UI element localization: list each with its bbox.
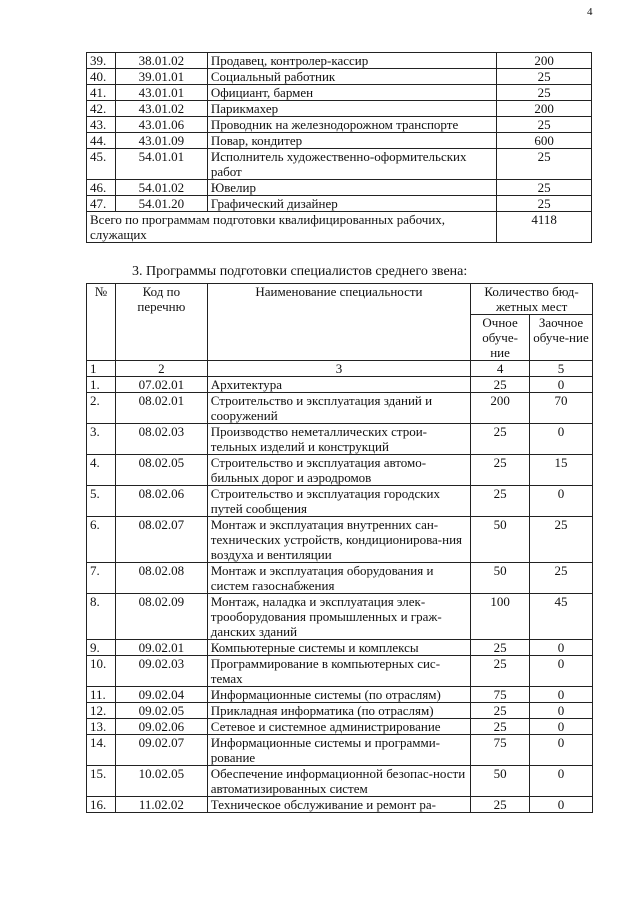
code-cell: 39.01.01 xyxy=(115,69,207,85)
parttime-cell: 70 xyxy=(530,393,593,424)
row-number: 12. xyxy=(87,703,116,719)
row-number: 42. xyxy=(87,101,116,117)
name-cell: Техническое обслуживание и ремонт ра- xyxy=(207,797,470,813)
code-cell: 09.02.06 xyxy=(115,719,207,735)
code-cell: 54.01.02 xyxy=(115,180,207,196)
code-cell: 08.02.08 xyxy=(115,563,207,594)
row-number: 41. xyxy=(87,85,116,101)
row-number: 14. xyxy=(87,735,116,766)
table-row xyxy=(87,69,592,85)
header-num: № xyxy=(87,284,116,361)
row-number: 44. xyxy=(87,133,116,149)
count-cell: 25 xyxy=(497,117,592,133)
table-row xyxy=(87,640,593,656)
row-number: 39. xyxy=(87,53,116,69)
table-row xyxy=(87,393,593,424)
name-cell: Ювелир xyxy=(207,180,496,196)
name-cell: Проводник на железнодорожном транспорте xyxy=(207,117,496,133)
fulltime-cell: 50 xyxy=(471,563,530,594)
table-row xyxy=(87,797,593,813)
table-row xyxy=(87,377,593,393)
code-cell: 08.02.05 xyxy=(115,455,207,486)
fulltime-cell: 200 xyxy=(471,393,530,424)
parttime-cell: 0 xyxy=(530,424,593,455)
parttime-cell: 0 xyxy=(530,766,593,797)
count-cell: 25 xyxy=(497,180,592,196)
code-cell: 43.01.06 xyxy=(115,117,207,133)
page-number: 4 xyxy=(587,6,593,18)
parttime-cell: 25 xyxy=(530,517,593,563)
fulltime-cell: 25 xyxy=(471,703,530,719)
name-cell: Продавец, контролер-кассир xyxy=(207,53,496,69)
row-number: 1. xyxy=(87,377,116,393)
fulltime-cell: 75 xyxy=(471,687,530,703)
row-number: 40. xyxy=(87,69,116,85)
col-number: 4 xyxy=(471,361,530,377)
code-cell: 09.02.03 xyxy=(115,656,207,687)
name-cell: Обеспечение информационной безопас-ности автоматизированных систем xyxy=(207,766,470,797)
mid-level-specialists-table xyxy=(86,283,593,813)
code-cell: 43.01.01 xyxy=(115,85,207,101)
name-cell: Строительство и эксплуатация городских путей сообщения xyxy=(207,486,470,517)
table-row xyxy=(87,563,593,594)
count-cell: 200 xyxy=(497,53,592,69)
code-cell: 54.01.01 xyxy=(115,149,207,180)
name-cell: Сетевое и системное администрирование xyxy=(207,719,470,735)
header-row xyxy=(87,284,593,315)
table-row xyxy=(87,117,592,133)
code-cell: 38.01.02 xyxy=(115,53,207,69)
code-cell: 09.02.01 xyxy=(115,640,207,656)
fulltime-cell: 25 xyxy=(471,719,530,735)
count-cell: 600 xyxy=(497,133,592,149)
section-title: 3. Программы подготовки специалистов среднего звена: xyxy=(132,264,468,279)
total-row xyxy=(87,212,592,243)
code-cell: 08.02.09 xyxy=(115,594,207,640)
fulltime-cell: 100 xyxy=(471,594,530,640)
name-cell: Производство неметаллических строи-тельных изделий и конструкций xyxy=(207,424,470,455)
header-fulltime: Очное обуче-ние xyxy=(471,315,530,361)
table-row xyxy=(87,735,593,766)
count-cell: 200 xyxy=(497,101,592,117)
name-cell: Программирование в компьютерных сис-темах xyxy=(207,656,470,687)
table-row xyxy=(87,101,592,117)
count-cell: 25 xyxy=(497,196,592,212)
name-cell: Монтаж, наладка и эксплуатация элек-трооборудования промышленных и граж-данских зданий xyxy=(207,594,470,640)
total-value: 4118 xyxy=(497,212,592,243)
header-places: Количество бюд-жетных мест xyxy=(471,284,593,315)
row-number: 16. xyxy=(87,797,116,813)
row-number: 5. xyxy=(87,486,116,517)
table-row xyxy=(87,656,593,687)
name-cell: Монтаж и эксплуатация оборудования и систем газоснабжения xyxy=(207,563,470,594)
name-cell: Строительство и эксплуатация зданий и сооружений xyxy=(207,393,470,424)
col-number: 5 xyxy=(530,361,593,377)
fulltime-cell: 25 xyxy=(471,424,530,455)
name-cell: Парикмахер xyxy=(207,101,496,117)
code-cell: 07.02.01 xyxy=(115,377,207,393)
name-cell: Строительство и эксплуатация автомо-бильных дорог и аэродромов xyxy=(207,455,470,486)
table-row xyxy=(87,133,592,149)
code-cell: 43.01.09 xyxy=(115,133,207,149)
parttime-cell: 25 xyxy=(530,563,593,594)
table-row xyxy=(87,766,593,797)
code-cell: 09.02.07 xyxy=(115,735,207,766)
name-cell: Компьютерные системы и комплексы xyxy=(207,640,470,656)
table-row xyxy=(87,486,593,517)
name-cell: Прикладная информатика (по отраслям) xyxy=(207,703,470,719)
fulltime-cell: 25 xyxy=(471,797,530,813)
table-row xyxy=(87,149,592,180)
fulltime-cell: 25 xyxy=(471,656,530,687)
code-cell: 11.02.02 xyxy=(115,797,207,813)
parttime-cell: 0 xyxy=(530,797,593,813)
parttime-cell: 0 xyxy=(530,377,593,393)
name-cell: Информационные системы (по отраслям) xyxy=(207,687,470,703)
row-number: 15. xyxy=(87,766,116,797)
code-cell: 43.01.02 xyxy=(115,101,207,117)
count-cell: 25 xyxy=(497,149,592,180)
row-number: 3. xyxy=(87,424,116,455)
row-number: 10. xyxy=(87,656,116,687)
count-cell: 25 xyxy=(497,69,592,85)
table-row xyxy=(87,53,592,69)
row-number: 13. xyxy=(87,719,116,735)
name-cell: Архитектура xyxy=(207,377,470,393)
code-cell: 08.02.03 xyxy=(115,424,207,455)
code-cell: 08.02.06 xyxy=(115,486,207,517)
code-cell: 10.02.05 xyxy=(115,766,207,797)
row-number: 8. xyxy=(87,594,116,640)
parttime-cell: 0 xyxy=(530,719,593,735)
table-row xyxy=(87,687,593,703)
table-row xyxy=(87,517,593,563)
row-number: 11. xyxy=(87,687,116,703)
column-number-row xyxy=(87,361,593,377)
col-number: 3 xyxy=(207,361,470,377)
name-cell: Информационные системы и программи-рование xyxy=(207,735,470,766)
row-number: 43. xyxy=(87,117,116,133)
code-cell: 08.02.01 xyxy=(115,393,207,424)
total-label: Всего по программам подготовки квалифицированных рабочих, служащих xyxy=(87,212,497,243)
parttime-cell: 0 xyxy=(530,640,593,656)
header-parttime: Заочное обуче-ние xyxy=(530,315,593,361)
fulltime-cell: 25 xyxy=(471,455,530,486)
table-row xyxy=(87,85,592,101)
fulltime-cell: 25 xyxy=(471,486,530,517)
name-cell: Повар, кондитер xyxy=(207,133,496,149)
code-cell: 08.02.07 xyxy=(115,517,207,563)
count-cell: 25 xyxy=(497,85,592,101)
table-row xyxy=(87,703,593,719)
name-cell: Монтаж и эксплуатация внутренних сан-технических устройств, кондиционирова-ния воздуха и вентиляции xyxy=(207,517,470,563)
table-row xyxy=(87,719,593,735)
table-row xyxy=(87,196,592,212)
parttime-cell: 0 xyxy=(530,687,593,703)
name-cell: Графический дизайнер xyxy=(207,196,496,212)
col-number: 1 xyxy=(87,361,116,377)
parttime-cell: 15 xyxy=(530,455,593,486)
name-cell: Социальный работник xyxy=(207,69,496,85)
header-code: Код по перечню xyxy=(115,284,207,361)
table-row xyxy=(87,455,593,486)
row-number: 2. xyxy=(87,393,116,424)
parttime-cell: 0 xyxy=(530,703,593,719)
table-row xyxy=(87,594,593,640)
row-number: 46. xyxy=(87,180,116,196)
parttime-cell: 0 xyxy=(530,486,593,517)
qualified-workers-table xyxy=(86,52,592,243)
parttime-cell: 45 xyxy=(530,594,593,640)
row-number: 9. xyxy=(87,640,116,656)
code-cell: 09.02.04 xyxy=(115,687,207,703)
row-number: 4. xyxy=(87,455,116,486)
fulltime-cell: 25 xyxy=(471,377,530,393)
col-number: 2 xyxy=(115,361,207,377)
row-number: 47. xyxy=(87,196,116,212)
table-row xyxy=(87,180,592,196)
row-number: 7. xyxy=(87,563,116,594)
row-number: 45. xyxy=(87,149,116,180)
parttime-cell: 0 xyxy=(530,656,593,687)
table-row xyxy=(87,424,593,455)
header-name: Наименование специальности xyxy=(207,284,470,361)
fulltime-cell: 25 xyxy=(471,640,530,656)
name-cell: Официант, бармен xyxy=(207,85,496,101)
code-cell: 54.01.20 xyxy=(115,196,207,212)
fulltime-cell: 50 xyxy=(471,517,530,563)
fulltime-cell: 75 xyxy=(471,735,530,766)
name-cell: Исполнитель художественно-оформительских работ xyxy=(207,149,496,180)
code-cell: 09.02.05 xyxy=(115,703,207,719)
parttime-cell: 0 xyxy=(530,735,593,766)
row-number: 6. xyxy=(87,517,116,563)
fulltime-cell: 50 xyxy=(471,766,530,797)
